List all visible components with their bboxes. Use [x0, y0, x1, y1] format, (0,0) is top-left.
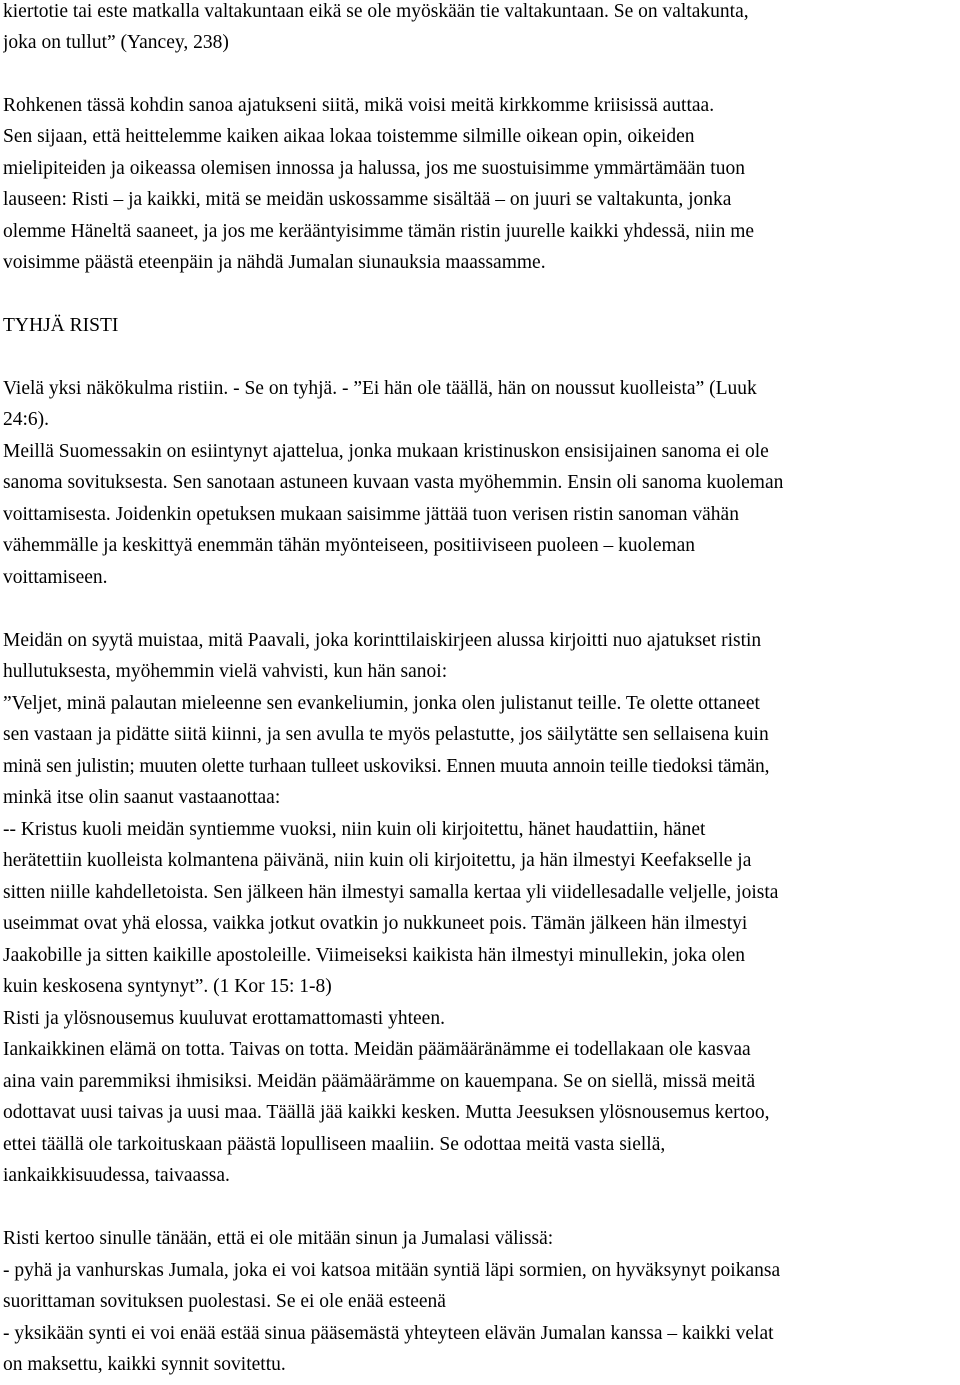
paragraph-line: Risti kertoo sinulle tänään, että ei ole mitään sinun ja Jumalasi välissä:: [3, 1228, 554, 1249]
document-page: [3, 0, 960, 1385]
paragraph-line: iankaikkisuudessa, taivaassa.: [3, 1165, 230, 1186]
paragraph-line: Meidän on syytä muistaa, mitä Paavali, joka korinttilaiskirjeen alussa kirjoitti nuo ajatukset ristin: [3, 630, 762, 651]
paragraph-line: Risti ja ylösnousemus kuuluvat erottamattomasti yhteen.: [3, 1008, 445, 1029]
quote-line: Jaakobille ja sitten kaikille apostoleille. Viimeiseksi kaikista hän ilmestyi minullekin, joka olen: [3, 945, 746, 966]
quote-line: minkä itse olin saanut vastaanottaa:: [3, 787, 281, 808]
paragraph-line: 24:6).: [3, 409, 50, 430]
paragraph-line: Iankaikkinen elämä on totta. Taivas on totta. Meidän päämääränämme ei todellakaan ole kasvaa: [3, 1039, 751, 1060]
quote-line: sitten niille kahdelletoista. Sen jälkeen hän ilmestyi samalla kertaa yli viidellesadalle veljelle, joista: [3, 882, 779, 903]
section-heading: TYHJÄ RISTI: [3, 315, 119, 336]
paragraph-line: olemme Häneltä saaneet, ja jos me kerääntyisimme tämän ristin juurelle kaikki yhdessä, niin me: [3, 221, 755, 242]
paragraph-line: aina vain paremmiksi ihmisiksi. Meidän päämäärämme on kauempana. Se on siellä, missä meitä: [3, 1071, 756, 1092]
quote-line: minä sen julistin; muuten olette turhaan tulleet uskoviksi. Ennen muuta annoin teille tiedoksi tämän,: [3, 756, 770, 777]
quote-line: kuin keskosena syntynyt”. (1 Kor 15: 1-8): [3, 976, 332, 997]
paragraph-line: Sen sijaan, että heittelemme kaiken aikaa lokaa toistemme silmille oikean opin, oikeiden: [3, 126, 695, 147]
paragraph-line: voittamiseen.: [3, 567, 108, 588]
paragraph-line: Vielä yksi näkökulma ristiin. - Se on tyhjä. - ”Ei hän ole täällä, hän on noussut kuolleista” (Luuk: [3, 378, 757, 399]
paragraph-line: voittamisesta. Joidenkin opetuksen mukaan saisimme jättää tuon verisen ristin sanoman vähän: [3, 504, 739, 525]
paragraph-line: Meillä Suomessakin on esiintynyt ajattelua, jonka mukaan kristinuskon ensisijainen sanoma ei ole: [3, 441, 769, 462]
list-item-line: - yksikään synti ei voi enää estää sinua pääsemästä yhteyteen elävän Jumalan kanssa – kaikki velat: [3, 1323, 774, 1344]
list-item-line: on maksettu, kaikki synnit sovitettu.: [3, 1354, 286, 1375]
list-item-line: suorittaman sovituksen puolestasi. Se ei ole enää esteenä: [3, 1291, 446, 1312]
paragraph-line: Rohkenen tässä kohdin sanoa ajatukseni siitä, mikä voisi meitä kirkkomme kriisissä auttaa.: [3, 95, 715, 116]
paragraph-line: vähemmälle ja keskittyä enemmän tähän myönteiseen, positiiviseen puoleen – kuoleman: [3, 535, 696, 556]
paragraph-line: sanoma sovituksesta. Sen sanotaan astuneen kuvaan vasta myöhemmin. Ensin oli sanoma kuoleman: [3, 472, 784, 493]
paragraph-line: voisimme päästä eteenpäin ja nähdä Jumalan siunauksia maassamme.: [3, 252, 546, 273]
quote-line: -- Kristus kuoli meidän syntiemme vuoksi, niin kuin oli kirjoitettu, hänet haudattiin, hänet: [3, 819, 706, 840]
paragraph-line: lauseen: Risti – ja kaikki, mitä se meidän uskossamme sisältää – on juuri se valtakunta, jonka: [3, 189, 732, 210]
paragraph-line: odottavat uusi taivas ja uusi maa. Täällä jää kaikki kesken. Mutta Jeesuksen ylösnousemus kertoo,: [3, 1102, 770, 1123]
quote-line: herätettiin kuolleista kolmantena päivänä, niin kuin oli kirjoitettu, ja hän ilmestyi Keefakselle ja: [3, 850, 752, 871]
quote-line: sen vastaan ja pidätte siitä kiinni, ja sen avulla te myös pelastutte, jos säilytätte sen sellaisena kuin: [3, 724, 769, 745]
paragraph-line: mielipiteiden ja oikeassa olemisen innossa ja halussa, jos me suostuisimme ymmärtämään tuon: [3, 158, 745, 179]
list-item-line: - pyhä ja vanhurskas Jumala, joka ei voi katsoa mitään syntiä läpi sormien, on hyväksynyt poikansa: [3, 1260, 781, 1281]
quote-line: useimmat ovat yhä elossa, vaikka jotkut ovatkin jo nukkuneet pois. Tämän jälkeen hän ilmestyi: [3, 913, 748, 934]
quote-line: ”Veljet, minä palautan mieleenne sen evankeliumin, jonka olen julistanut teille. Te olette ottaneet: [3, 693, 760, 714]
paragraph-line: joka on tullut” (Yancey, 238): [3, 32, 229, 53]
paragraph-line: hullutuksesta, myöhemmin vielä vahvisti, kun hän sanoi:: [3, 661, 448, 682]
paragraph-line: ettei täällä ole tarkoituskaan päästä lopulliseen maaliin. Se odottaa meitä vasta siellä,: [3, 1134, 666, 1155]
paragraph-line: kiertotie tai este matkalla valtakuntaan eikä se ole myöskään tie valtakuntaan. Se on valtakunta,: [3, 1, 749, 22]
